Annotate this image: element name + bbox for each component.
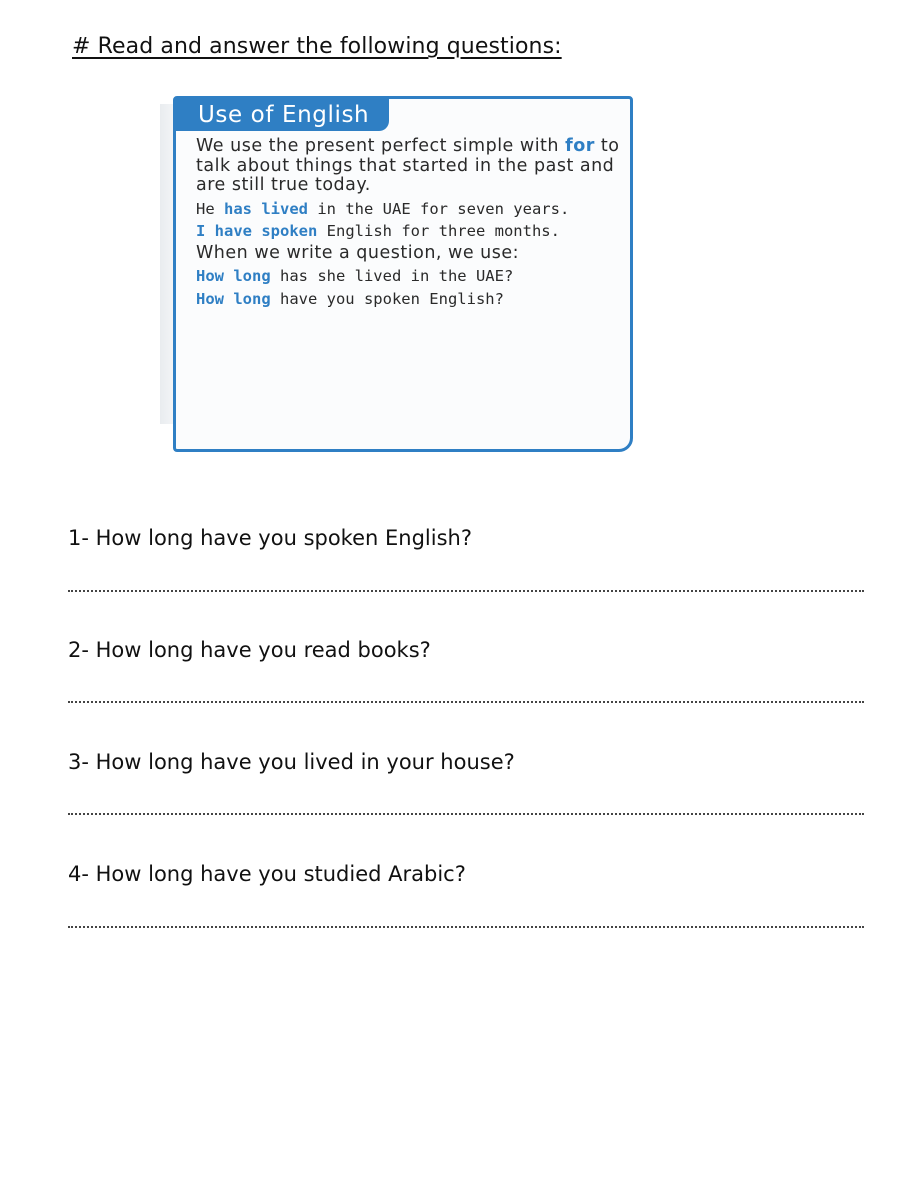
example-text: has she lived in the UAE? <box>270 267 514 285</box>
use-of-english-body <box>196 137 626 311</box>
question-3: 3- How long have you lived in your house? <box>68 750 515 774</box>
example-highlight: has lived <box>224 199 308 218</box>
example-text: in the UAE for seven years. <box>308 199 570 218</box>
question-4: 4- How long have you studied Arabic? <box>68 862 466 886</box>
example-sentence-2 <box>196 221 626 242</box>
worksheet-heading: # Read and answer the following questions: <box>72 34 562 59</box>
answer-line-3[interactable] <box>68 813 864 815</box>
example-question-1 <box>196 266 626 287</box>
example-highlight: How long <box>196 267 271 285</box>
grammar-rule-2: When we write a question, we use: <box>196 242 520 263</box>
rule-text: to talk about things that started in the past and are still true today. <box>196 136 620 195</box>
answer-line-2[interactable] <box>68 701 864 703</box>
grammar-rule-1 <box>196 137 626 196</box>
answer-line-4[interactable] <box>68 926 864 928</box>
example-highlight: How long <box>196 289 271 308</box>
example-question-2 <box>196 289 626 310</box>
question-2: 2- How long have you read books? <box>68 638 431 662</box>
rule-text: We use the present perfect simple with <box>196 136 566 156</box>
example-text: English for three months. <box>317 222 560 240</box>
example-text: have you spoken English? <box>270 289 504 308</box>
question-1: 1- How long have you spoken English? <box>68 526 472 550</box>
example-highlight: I have spoken <box>196 222 318 240</box>
example-sentence-1 <box>196 199 626 220</box>
rule-highlight: for <box>565 136 595 156</box>
use-of-english-title: Use of English <box>176 99 389 131</box>
answer-line-1[interactable] <box>68 590 864 592</box>
use-of-english-box <box>173 96 633 452</box>
example-text: He <box>196 199 224 218</box>
